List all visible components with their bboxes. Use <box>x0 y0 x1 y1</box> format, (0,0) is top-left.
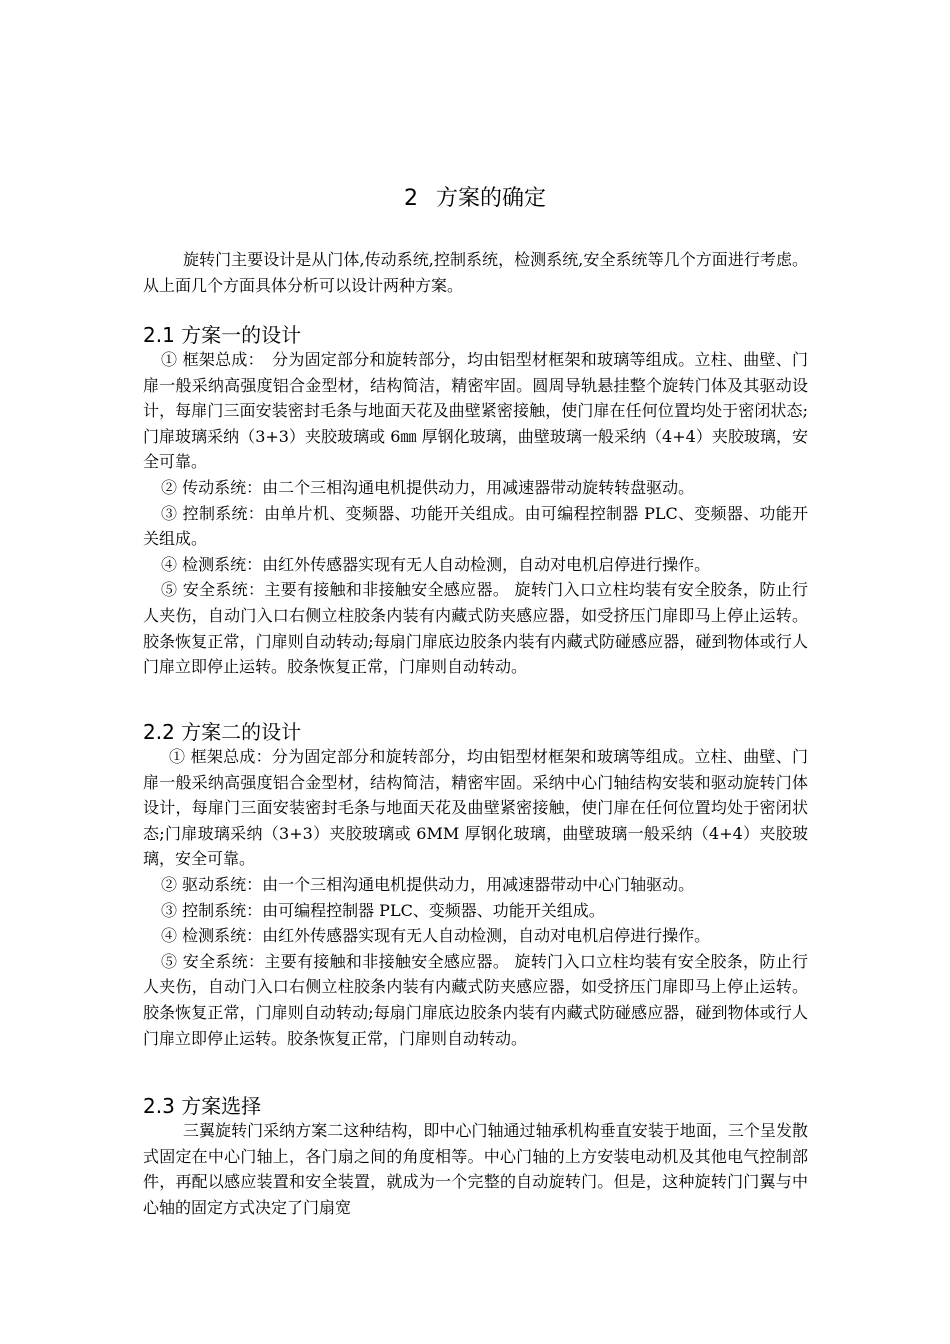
chapter-number: 2 <box>403 186 418 211</box>
section-2-1 <box>143 323 808 680</box>
paragraph: ⑤ 安全系统：主要有接触和非接触安全感应器。 旋转门入口立柱均装有安全胶条，防止行人夹伤，自动门入口右侧立柱胶条内装有内藏式防夹感应器，如受挤压门扉即马上停止运转。胶条恢复正常，门扉则自动转动;每扇门扉底边胶条内装有内藏式防碰感应器，碰到物体或行人门扉立即停止运转。胶条恢复正常，门扉则自动转动。 <box>143 580 808 677</box>
paragraph: ② 驱动系统：由一个三相沟通电机提供动力，用减速器带动中心门轴驱动。 <box>161 874 695 894</box>
paragraph: 三翼旋转门采纳方案二这种结构，即中心门轴通过轴承机构垂直安装于地面，三个呈发散式固定在中心门轴上，各门扇之间的角度相等。中心门轴的上方安装电动机及其他电气控制部件，再配以感应装置和安全装置，就成为一个完整的自动旋转门。但是，这种旋转门门翼与中心轴的固定方式决定了门扇宽 <box>143 1121 808 1217</box>
paragraph: ② 传动系统：由二个三相沟通电机提供动力，用减速器带动旋转转盘驱动。 <box>161 477 695 497</box>
section-heading: 2.3 方案选择 <box>143 1094 262 1118</box>
paragraph: ① 框架总成： 分为固定部分和旋转部分，均由铝型材框架和玻璃等组成。立柱、曲壁、门扉一般采纳高强度铝合金型材，结构简洁，精密牢固。圆周导轨悬挂整个旋转门体及其驱动设计，每扉门三面安装密封毛条与地面天花及曲壁紧密接触，使门扉在任何位置均处于密闭状态;门扉玻璃采纳（3+3）夹胶玻璃或 6㎜ 厚钢化玻璃，曲壁玻璃一般采纳（4+4）夹胶玻璃，安全可靠。 <box>143 350 808 472</box>
paragraph: ③ 控制系统：由可编程控制器 PLC、变频器、功能开关组成。 <box>161 900 605 920</box>
section-2-2 <box>143 720 808 1051</box>
chapter-title-text: 方案的确定 <box>435 186 546 211</box>
chapter-title <box>0 184 950 214</box>
paragraph: ③ 控制系统：由单片机、变频器、功能开关组成。由可编程控制器 PLC、变频器、功能开关组成。 <box>143 503 808 549</box>
paragraph: ④ 检测系统：由红外传感器实现有无人自动检测，自动对电机启停进行操作。 <box>161 926 711 946</box>
section-2-3 <box>143 1094 808 1220</box>
section-heading: 2.1 方案一的设计 <box>143 323 302 347</box>
paragraph: ① 框架总成：分为固定部分和旋转部分，均由铝型材框架和玻璃等组成。立柱、曲壁、门扉一般采纳高强度铝合金型材，结构简洁，精密牢固。采纳中心门轴结构安装和驱动旋转门体设计，每扉门三面安装密封毛条与地面天花及曲壁紧密接触，使门扉在任何位置均处于密闭状态;门扉玻璃采纳（3+3）夹胶玻璃或 6MM 厚钢化玻璃，曲壁玻璃一般采纳（4+4）夹胶玻璃，安全可靠。 <box>143 747 808 869</box>
paragraph: ④ 检测系统：由红外传感器实现有无人自动检测，自动对电机启停进行操作。 <box>161 554 711 574</box>
intro-paragraph: 旋转门主要设计是从门体,传动系统,控制系统，检测系统,安全系统等几个方面进行考虑。从上面几个方面具体分析可以设计两种方案。 <box>143 250 808 295</box>
paragraph: ⑤ 安全系统：主要有接触和非接触安全感应器。 旋转门入口立柱均装有安全胶条，防止行人夹伤，自动门入口右侧立柱胶条内装有内藏式防夹感应器，如受挤压门扉即马上停止运转。胶条恢复正常，门扉则自动转动;每扇门扉底边胶条内装有内藏式防碰感应器，碰到物体或行人门扉立即停止运转。胶条恢复正常，门扉则自动转动。 <box>143 951 808 1048</box>
intro-block <box>143 247 808 298</box>
section-heading: 2.2 方案二的设计 <box>143 720 302 744</box>
